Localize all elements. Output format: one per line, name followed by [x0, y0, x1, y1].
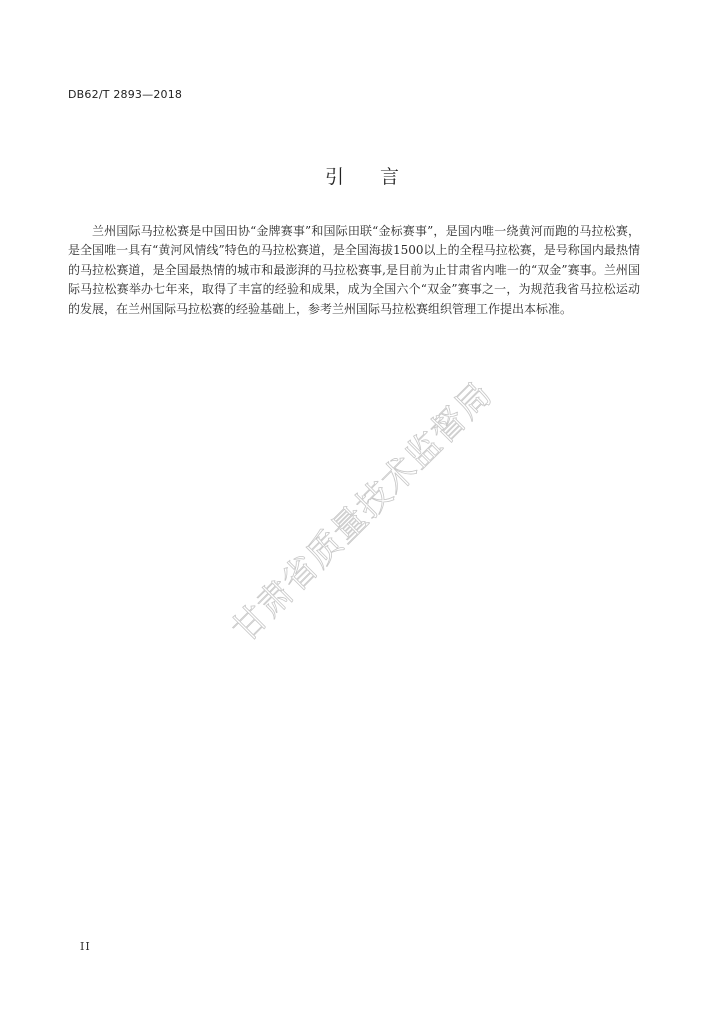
- section-title: [0, 162, 724, 189]
- document-code: DB62/T 2893—2018: [68, 88, 183, 101]
- watermark: 甘肃省质量技术监督局: [224, 374, 501, 650]
- section-title-char-2: 言: [380, 166, 400, 188]
- section-title-char-1: 引: [324, 166, 344, 188]
- page-number: II: [80, 940, 91, 953]
- introduction-paragraph: 兰州国际马拉松赛是中国田协“金牌赛事”和国际田联“金标赛事”，是国内唯一绕黄河而跑的马拉松赛，是全国唯一具有“黄河风情线”特色的马拉松赛道，是全国海拔1500以上的全程马拉松赛，是号称国内最热情的马拉松赛道，是全国最热情的城市和最澎湃的马拉松赛事,是目前为止甘肃省内唯一的“双金”赛事。兰州国际马拉松赛举办七年来，取得了丰富的经验和成果，成为全国六个“双金”赛事之一，为规范我省马拉松运动的发展，在兰州国际马拉松赛的经验基础上，参考兰州国际马拉松赛组织管理工作提出本标准。: [68, 224, 640, 316]
